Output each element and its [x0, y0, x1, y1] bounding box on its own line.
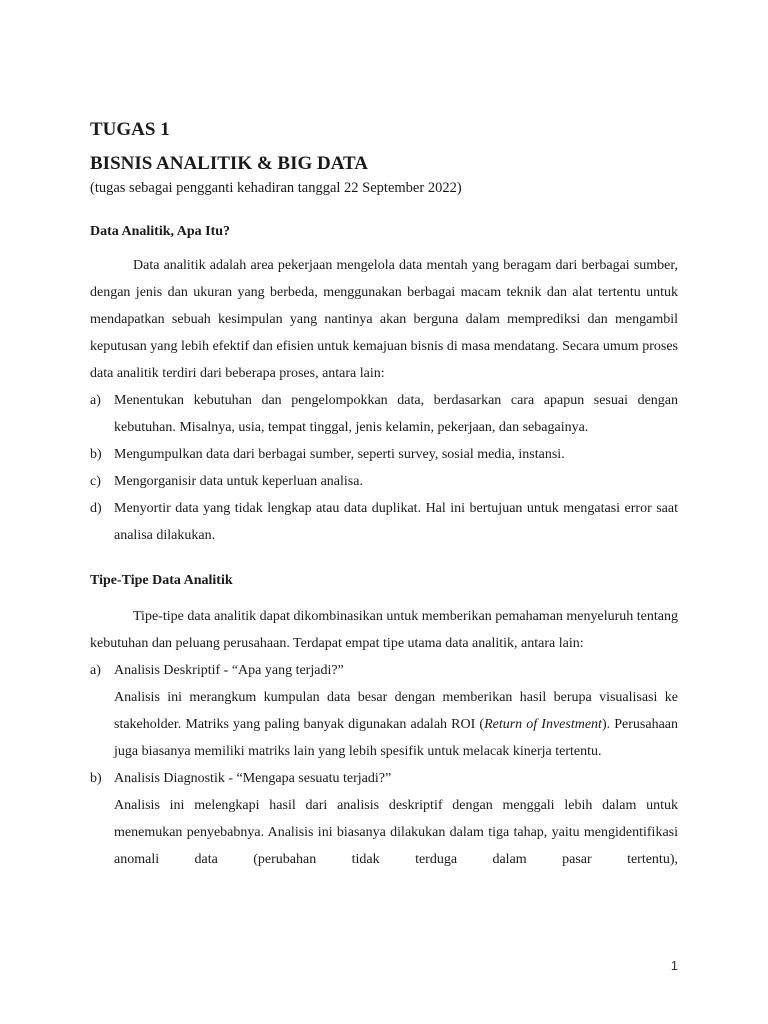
list-item-analisis-deskriptif [90, 657, 678, 765]
list-marker: a) [90, 663, 101, 678]
list-marker: c) [90, 474, 101, 489]
section-heading-tipe-tipe: Tipe-Tipe Data Analitik [90, 573, 233, 588]
list-item-text: Menentukan kebutuhan dan pengelompokkan data, berdasarkan cara apapun sesuai dengan kebutuhan. Misalnya, usia, tempat tinggal, jenis kelamin, pekerjaan, dan sebagainya. [114, 393, 678, 435]
description-text: ). Perusahaan juga biasanya memiliki matriks lain yang lebih spesifik untuk melacak kinerja tertentu. [114, 717, 678, 759]
list-item-analisis-diagnostik [90, 765, 678, 873]
list-item-heading: Analisis Deskriptif - “Apa yang terjadi?” [114, 663, 344, 678]
list-marker: b) [90, 771, 102, 786]
list-item-description [114, 684, 678, 765]
process-list [90, 387, 678, 549]
document-subtitle: (tugas sebagai pengganti kehadiran tanggal 22 September 2022) [90, 180, 462, 196]
document-body [90, 118, 678, 873]
document-title-line-2: BISNIS ANALITIK & BIG DATA [90, 153, 369, 174]
section2-paragraph: Tipe-tipe data analitik dapat dikombinasikan untuk memberikan pemahaman menyeluruh tentang kebutuhan dan peluang perusahaan. Terdapat empat tipe utama data analitik, antara lain: [90, 609, 678, 651]
list-item [90, 495, 678, 549]
list-marker: d) [90, 501, 102, 516]
description-text: Analisis ini merangkum kumpulan data besar dengan memberikan hasil berupa visualisasi ke stakeholder. Matriks yang paling banyak digunakan adalah ROI ( [114, 690, 678, 732]
list-item-description: Analisis ini melengkapi hasil dari analisis deskriptif dengan menggali lebih dalam untuk menemukan penyebabnya. Analisis ini biasanya dilakukan dalam tiga tahap, yaitu mengidentifikasi anomali data (perubahan tidak terduga dalam pasar tertentu), [114, 798, 678, 867]
section1-paragraph: Data analitik adalah area pekerjaan mengelola data mentah yang beragam dari berbagai sumber, dengan jenis dan ukuran yang berbeda, menggunakan berbagai macam teknik dan alat tertentu untuk mendapatkan sebuah kesimpulan yang nantinya akan berguna dalam memprediksi dan mengambil keputusan yang lebih efektif dan efisien untuk kemajuan bisnis di masa mendatang. Secara umum proses data analitik terdiri dari beberapa proses, antara lain: [90, 258, 678, 381]
list-item-text: Menyortir data yang tidak lengkap atau data duplikat. Hal ini bertujuan untuk mengatasi error saat analisa dilakukan. [114, 501, 678, 543]
list-item [90, 387, 678, 441]
page-number: 1 [670, 958, 678, 973]
section-heading-data-analitik: Data Analitik, Apa Itu? [90, 224, 231, 239]
list-marker: b) [90, 447, 102, 462]
list-item [90, 468, 678, 495]
list-item-text: Mengumpulkan data dari berbagai sumber, seperti survey, sosial media, instansi. [114, 447, 565, 462]
list-item [90, 441, 678, 468]
description-italic-term: Return of Investment [484, 717, 602, 732]
list-marker: a) [90, 393, 101, 408]
analytics-type-list [90, 657, 678, 873]
list-item-heading: Analisis Diagnostik - “Mengapa sesuatu terjadi?” [114, 771, 392, 786]
document-title-line-1: TUGAS 1 [90, 119, 170, 140]
list-item-text: Mengorganisir data untuk keperluan analisa. [114, 474, 363, 489]
